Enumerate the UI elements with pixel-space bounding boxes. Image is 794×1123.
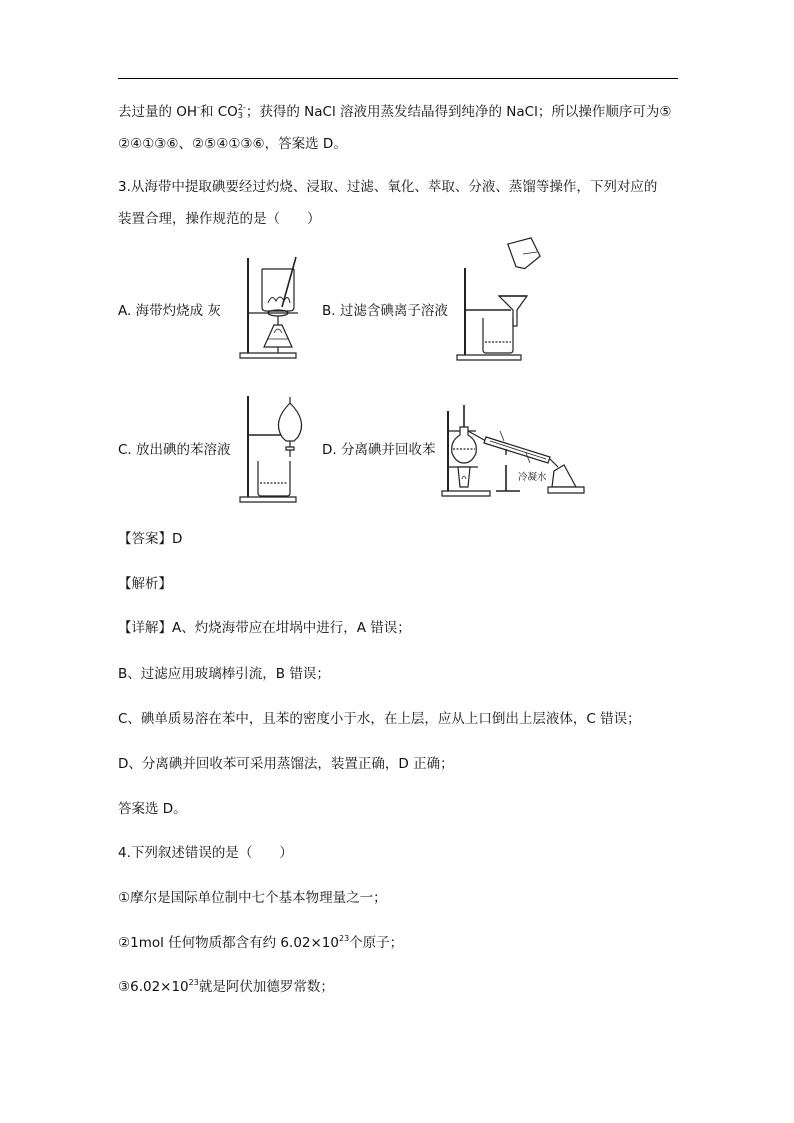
text-line: 去过量的 OH-和 $CO_3^{2-}$；获得的 NaCl 溶液用蒸发结晶得到纯净的 NaCl；所以操作顺序可为⑤ xyxy=(118,103,672,120)
question-4-item-3: $③6.02\times 10^{23}$就是阿伏加德罗常数； xyxy=(118,978,334,995)
question-4-item-1: ①摩尔是国际单位制中七个基本物理量之一； xyxy=(118,890,387,906)
option-a-label: A. 海带灼烧成 灰 xyxy=(118,303,221,319)
header-rule xyxy=(118,78,678,79)
analysis-title: 【解析】 xyxy=(118,576,172,592)
detail-b: B、过滤应用玻璃棒引流，B 错误； xyxy=(118,666,330,682)
detail-c: C、碘单质易溶在苯中，且苯的密度小于水，在上层，应从上口倒出上层液体，C 错误； xyxy=(118,711,641,727)
question-3-stem: 3.从海带中提取碘要经过灼烧、浸取、过滤、氧化、萃取、分液、蒸馏等操作，下列对应的 xyxy=(118,179,658,195)
option-b-label: B. 过滤含碘离子溶液 xyxy=(322,303,448,319)
condenser-water-label: 冷凝水 xyxy=(518,472,547,483)
filtration-apparatus-icon xyxy=(455,238,555,362)
question-4-stem: 4.下列叙述错误的是（ ） xyxy=(118,845,293,861)
option-d-label: D. 分离碘并回收苯 xyxy=(322,442,436,458)
text-line: ②④①③⑥、②⑤④①③⑥，答案选 D。 xyxy=(118,136,347,152)
answer-label: 【答案】D xyxy=(118,531,183,547)
separatory-funnel-apparatus-icon xyxy=(238,393,310,506)
distillation-apparatus-icon xyxy=(440,401,588,499)
crucible-burning-apparatus-icon xyxy=(238,255,304,360)
question-3-stem: 装置合理，操作规范的是（ ） xyxy=(118,211,321,227)
detail-a: 【详解】A、灼烧海带应在坩埚中进行，A 错误； xyxy=(118,620,411,636)
question-4-item-2: ②1mol 任何物质都含有约 $6.02\times 10^{23}$个原子； xyxy=(118,934,404,951)
option-c-label: C. 放出碘的苯溶液 xyxy=(118,442,231,458)
detail-d: D、分离碘并回收苯可采用蒸馏法，装置正确，D 正确； xyxy=(118,756,454,772)
conclusion: 答案选 D。 xyxy=(118,801,187,817)
